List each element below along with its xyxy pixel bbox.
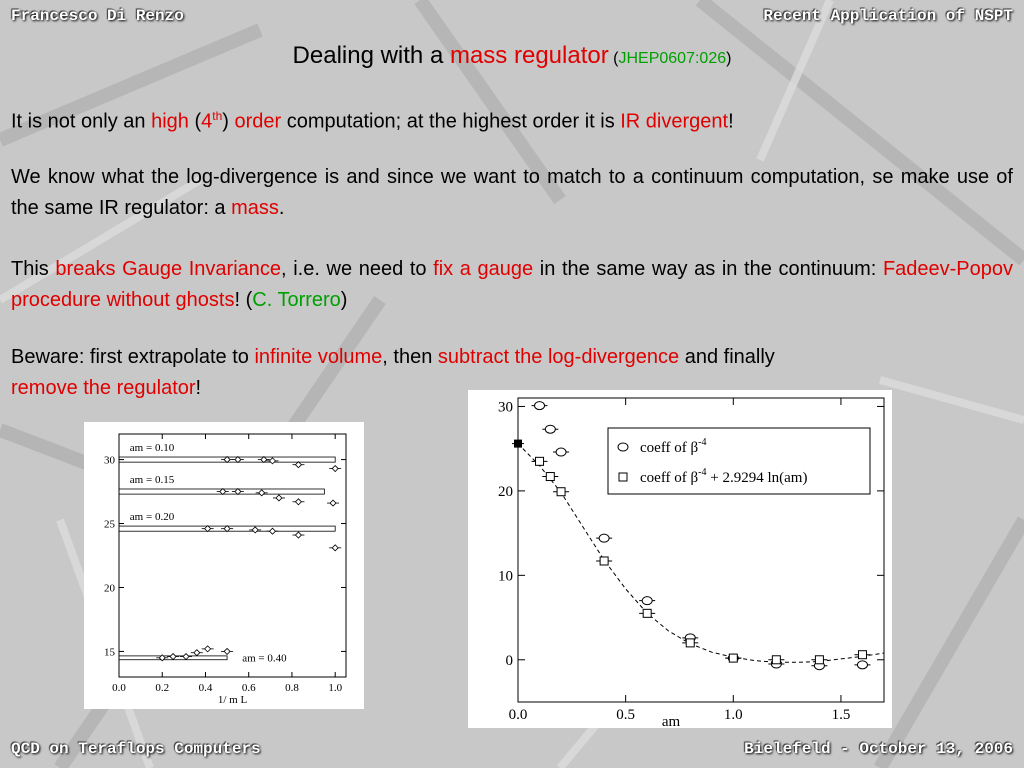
data-point xyxy=(259,490,265,496)
paragraph-1 xyxy=(11,101,1013,138)
title-ref-open: ( xyxy=(608,50,619,67)
paragraph-3 xyxy=(11,254,1013,316)
series-label: am = 0.10 xyxy=(129,442,175,455)
data-point-circle xyxy=(642,597,652,605)
paragraph-2 xyxy=(11,162,1013,224)
header-author: Francesco Di Renzo xyxy=(11,7,184,25)
data-point-circle xyxy=(535,402,545,410)
x-tick-label: 1.0 xyxy=(723,707,743,723)
x-tick-label: 0.0 xyxy=(508,707,528,723)
title-highlight: mass regulator xyxy=(449,42,609,69)
data-point xyxy=(224,526,230,532)
extrapolated-point xyxy=(514,440,522,448)
p1-high: high xyxy=(151,110,189,133)
data-point xyxy=(330,500,336,506)
y-tick-label: 0 xyxy=(505,652,513,669)
data-point xyxy=(269,458,275,464)
data-point-square xyxy=(772,656,780,664)
p1-sup: th xyxy=(212,109,223,123)
plot-frame xyxy=(119,434,346,677)
legend-exponent: -4 xyxy=(698,437,707,448)
p3-fix-gauge: fix a gauge xyxy=(433,258,534,280)
right-chart xyxy=(468,390,892,728)
x-tick-label: 1.0 xyxy=(328,682,343,694)
data-point-circle xyxy=(857,661,867,669)
left-chart xyxy=(84,422,364,709)
data-point xyxy=(295,499,301,505)
title-reference: JHEP0607:026 xyxy=(618,50,727,67)
p1-order: order xyxy=(234,110,282,133)
data-point-square xyxy=(536,457,544,465)
data-point-square xyxy=(557,488,565,496)
data-point-square xyxy=(815,656,823,664)
data-point xyxy=(332,466,338,472)
data-point xyxy=(252,527,258,533)
p1-text: It is not only an xyxy=(11,110,152,133)
p1-text: ! xyxy=(728,110,734,133)
data-point xyxy=(170,654,176,660)
y-tick-label: 15 xyxy=(104,646,115,659)
legend-square-marker xyxy=(619,473,627,481)
series-label: am = 0.40 xyxy=(242,652,287,665)
y-tick-label: 25 xyxy=(104,518,115,531)
p3-text: , i.e. we need to xyxy=(281,258,434,280)
p4-text: and finally xyxy=(679,346,775,368)
legend-text: coeff of xyxy=(640,440,691,456)
title-main: Dealing with a xyxy=(292,42,450,69)
data-point xyxy=(332,545,338,551)
legend-beta: β xyxy=(690,440,699,456)
p4-text: Beware: first extrapolate to xyxy=(11,346,255,368)
y-tick-label: 10 xyxy=(498,568,513,585)
p4-infinite-volume: infinite volume xyxy=(254,346,383,368)
p1-text: ) xyxy=(222,110,235,133)
x-axis-label: am xyxy=(661,714,681,728)
p3-text: in the same way as in the continuum: xyxy=(533,258,883,280)
data-point-square xyxy=(546,473,554,481)
p3-text: ! ( xyxy=(234,289,253,311)
data-point-square xyxy=(729,654,737,662)
legend-text: coeff of xyxy=(640,470,691,486)
x-tick-label: 0.8 xyxy=(285,682,299,694)
data-point xyxy=(205,526,211,532)
x-tick-label: 0.5 xyxy=(616,707,636,723)
p1-text: ( xyxy=(188,110,202,133)
data-point xyxy=(220,489,226,495)
data-point-square xyxy=(600,557,608,565)
legend-circle-marker xyxy=(618,443,628,451)
p1-ir-divergent: IR divergent xyxy=(620,110,729,133)
data-point xyxy=(205,646,211,652)
data-point xyxy=(276,495,282,501)
x-axis-label: 1/ m L xyxy=(217,694,248,706)
x-tick-label: 0.6 xyxy=(241,682,256,694)
legend-tail: + 2.9294 ln(am) xyxy=(706,470,808,486)
y-tick-label: 20 xyxy=(498,483,513,500)
p3-text: ) xyxy=(340,289,348,311)
data-point xyxy=(235,489,241,495)
footer-right: Bielefeld - October 13, 2006 xyxy=(744,740,1013,758)
data-point-circle xyxy=(556,448,566,456)
data-point xyxy=(295,532,301,538)
p4-remove-regulator: remove the regulator xyxy=(11,377,196,399)
p4-subtract: subtract the log-divergence xyxy=(437,346,680,368)
footer-left: QCD on Teraflops Computers xyxy=(11,740,261,758)
p3-fadeev-popov: Fadeev-Popov procedure without ghosts xyxy=(11,258,1014,311)
series-label: am = 0.20 xyxy=(129,511,175,524)
p2-mass: mass xyxy=(231,197,279,219)
right-chart-panel xyxy=(468,390,892,728)
data-point xyxy=(183,654,189,660)
y-tick-label: 20 xyxy=(104,582,115,595)
data-point-square xyxy=(643,609,651,617)
p2-text: . xyxy=(278,197,285,219)
series-label: am = 0.15 xyxy=(129,473,175,486)
p1-text: computation; at the highest order it is xyxy=(281,110,621,133)
p2-text: We know what the log-divergence is and since we want to match to a continuum computation, se make use of the same IR regulator: a xyxy=(11,166,1013,219)
x-tick-label: 0.4 xyxy=(198,682,213,694)
legend-exponent: -4 xyxy=(698,467,707,478)
slide-title xyxy=(0,42,1024,70)
left-chart-panel xyxy=(84,422,364,709)
p4-text: ! xyxy=(195,377,202,399)
x-tick-label: 1.5 xyxy=(831,707,851,723)
data-point xyxy=(235,457,241,463)
data-point-circle xyxy=(599,534,609,542)
p1-fourth: 4 xyxy=(201,110,213,133)
x-tick-label: 0.2 xyxy=(155,682,170,694)
y-tick-label: 30 xyxy=(104,454,115,467)
data-point-circle xyxy=(545,425,555,433)
data-point-square xyxy=(858,651,866,659)
p3-breaks-gauge: breaks Gauge Invariance xyxy=(55,258,282,280)
title-ref-close: ) xyxy=(726,50,732,67)
data-point xyxy=(269,528,275,534)
p3-author: C. Torrero xyxy=(252,289,341,311)
data-point xyxy=(261,457,267,463)
p3-text: This xyxy=(11,258,56,280)
legend-entry-2 xyxy=(640,467,807,486)
data-point xyxy=(224,457,230,463)
data-point xyxy=(295,462,301,468)
legend-beta: β xyxy=(690,470,699,486)
x-tick-label: 0.0 xyxy=(112,682,126,694)
legend-entry-1 xyxy=(640,437,707,456)
data-point xyxy=(194,650,200,656)
data-point xyxy=(224,648,230,654)
p4-text: , then xyxy=(382,346,438,368)
header-topic: Recent Application of NSPT xyxy=(763,7,1013,25)
y-tick-label: 30 xyxy=(498,399,513,416)
data-point-square xyxy=(686,639,694,647)
